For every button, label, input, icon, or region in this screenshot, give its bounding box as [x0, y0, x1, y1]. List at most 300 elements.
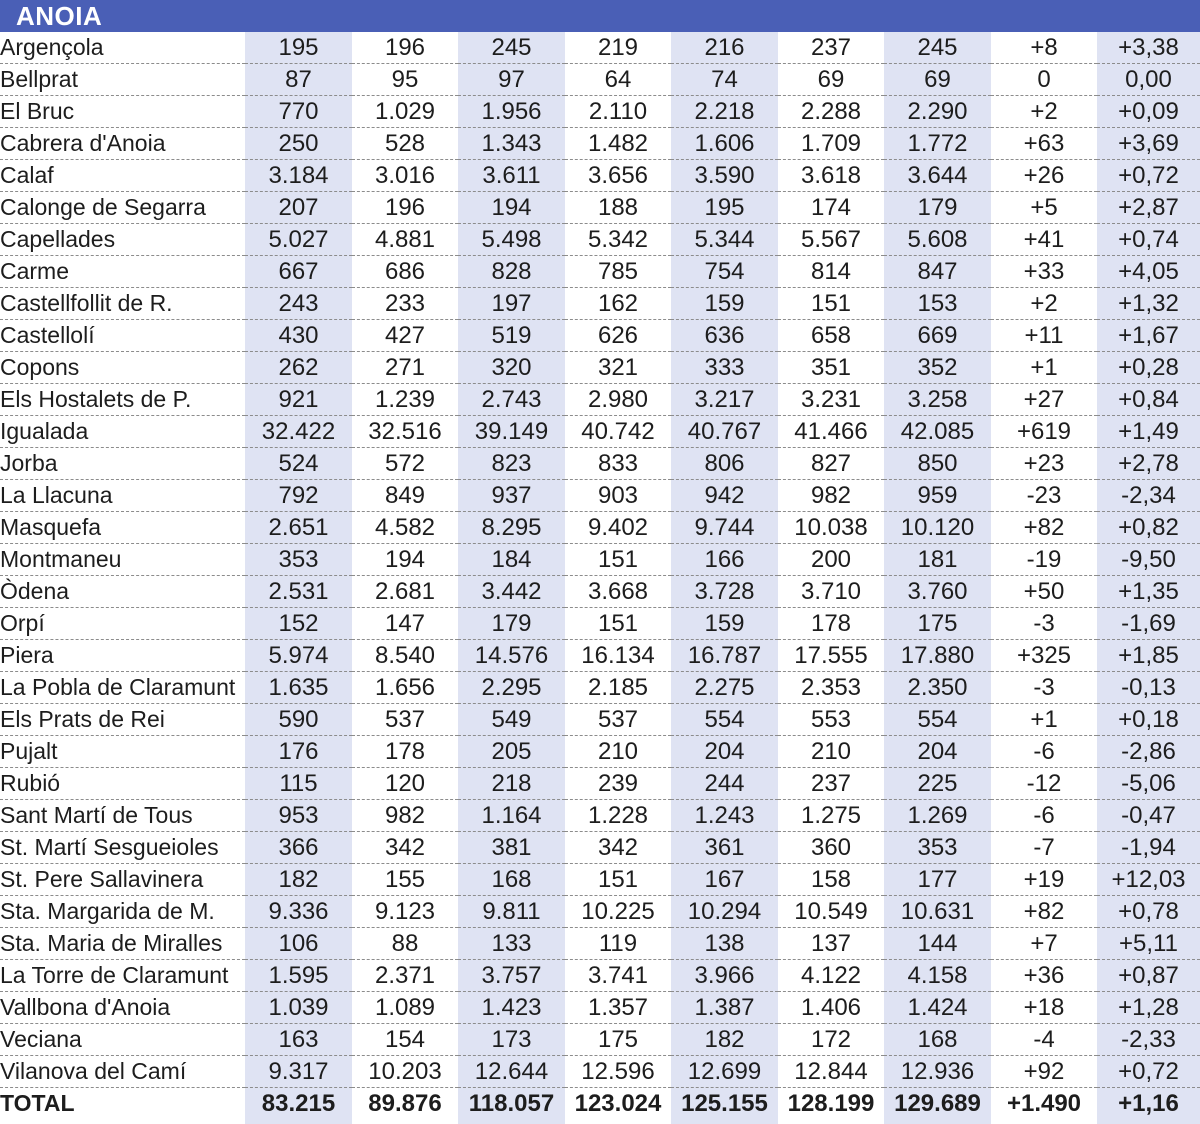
value-cell: 12.844 [778, 1056, 884, 1088]
value-cell: 626 [565, 320, 671, 352]
value-cell: 1.956 [458, 96, 565, 128]
table-row [0, 128, 1200, 160]
value-cell: 179 [884, 192, 991, 224]
value-cell: 754 [671, 256, 778, 288]
value-cell: 237 [778, 768, 884, 800]
value-cell: 351 [778, 352, 884, 384]
value-cell: 1.406 [778, 992, 884, 1024]
value-cell: 921 [245, 384, 352, 416]
value-cell: 1.387 [671, 992, 778, 1024]
value-cell: 39.149 [458, 416, 565, 448]
value-cell: 10.038 [778, 512, 884, 544]
value-cell: 2.275 [671, 672, 778, 704]
value-cell: 175 [884, 608, 991, 640]
value-cell: +5 [991, 192, 1097, 224]
total-label: TOTAL [0, 1090, 75, 1116]
value-cell: 3.710 [778, 576, 884, 608]
value-cell: 204 [671, 736, 778, 768]
value-cell: 3.618 [778, 160, 884, 192]
value-cell: +325 [991, 640, 1097, 672]
value-cell: 196 [352, 192, 458, 224]
value-cell: 182 [671, 1024, 778, 1056]
value-cell: +1,67 [1097, 320, 1200, 352]
table-row [0, 928, 1200, 960]
value-cell: 12.596 [565, 1056, 671, 1088]
municipality-name: Orpí [0, 608, 245, 640]
value-cell: 5.567 [778, 224, 884, 256]
value-cell: 1.482 [565, 128, 671, 160]
value-cell: 827 [778, 448, 884, 480]
value-cell: 250 [245, 128, 352, 160]
value-cell: 2.350 [884, 672, 991, 704]
value-cell: 152 [245, 608, 352, 640]
value-cell: 785 [565, 256, 671, 288]
value-cell: 1.164 [458, 800, 565, 832]
value-cell: 2.290 [884, 96, 991, 128]
table-row [0, 640, 1200, 672]
value-cell: -7 [991, 832, 1097, 864]
value-cell: 1.656 [352, 672, 458, 704]
value-cell: 1.424 [884, 992, 991, 1024]
value-cell: 3.966 [671, 960, 778, 992]
table-row [0, 224, 1200, 256]
table-row [0, 672, 1200, 704]
value-cell: 119 [565, 928, 671, 960]
value-cell: 175 [565, 1024, 671, 1056]
value-cell: 2.743 [458, 384, 565, 416]
value-cell: 10.120 [884, 512, 991, 544]
value-cell: 40.767 [671, 416, 778, 448]
value-cell: 137 [778, 928, 884, 960]
value-cell: 138 [671, 928, 778, 960]
value-cell: -6 [991, 800, 1097, 832]
value-cell: 176 [245, 736, 352, 768]
value-cell: +26 [991, 160, 1097, 192]
municipality-name: Rubió [0, 768, 245, 800]
value-cell: 366 [245, 832, 352, 864]
value-cell: 1.635 [245, 672, 352, 704]
value-cell: 1.423 [458, 992, 565, 1024]
value-cell: +12,03 [1097, 864, 1200, 896]
value-cell: -19 [991, 544, 1097, 576]
population-table [0, 32, 1200, 1119]
value-cell: 195 [245, 32, 352, 64]
table-row [0, 576, 1200, 608]
value-cell: 360 [778, 832, 884, 864]
value-cell: 216 [671, 32, 778, 64]
value-cell: 158 [778, 864, 884, 896]
value-cell: 342 [352, 832, 458, 864]
value-cell: 554 [884, 704, 991, 736]
value-cell: 10.294 [671, 896, 778, 928]
value-cell: 833 [565, 448, 671, 480]
municipality-name: Cabrera d'Anoia [0, 128, 245, 160]
value-cell: 2.651 [245, 512, 352, 544]
value-cell: 5.344 [671, 224, 778, 256]
value-cell: 823 [458, 448, 565, 480]
table-row [0, 32, 1200, 64]
value-cell: 3.656 [565, 160, 671, 192]
value-cell: 97 [458, 64, 565, 96]
value-cell: 147 [352, 608, 458, 640]
municipality-name: Argençola [0, 32, 245, 64]
value-cell: 40.742 [565, 416, 671, 448]
municipality-name: Bellprat [0, 64, 245, 96]
value-cell: 1.275 [778, 800, 884, 832]
table-row [0, 256, 1200, 288]
municipality-name: El Bruc [0, 96, 245, 128]
value-cell: 0,00 [1097, 64, 1200, 96]
value-cell: 197 [458, 288, 565, 320]
value-cell: 959 [884, 480, 991, 512]
value-cell: +619 [991, 416, 1097, 448]
value-cell: 321 [565, 352, 671, 384]
value-cell: 9.336 [245, 896, 352, 928]
value-cell: 179 [458, 608, 565, 640]
municipality-name: Piera [0, 640, 245, 672]
value-cell: 0 [991, 64, 1097, 96]
value-cell: 1.606 [671, 128, 778, 160]
value-cell: 430 [245, 320, 352, 352]
value-cell: +8 [991, 32, 1097, 64]
value-cell: 218 [458, 768, 565, 800]
table-row [0, 544, 1200, 576]
value-cell: 178 [352, 736, 458, 768]
table-row [0, 160, 1200, 192]
municipality-name: Veciana [0, 1024, 245, 1056]
table-row [0, 512, 1200, 544]
municipality-name: Sta. Maria de Miralles [0, 928, 245, 960]
value-cell: 2.531 [245, 576, 352, 608]
value-cell: 162 [565, 288, 671, 320]
value-cell: +2,87 [1097, 192, 1200, 224]
value-cell: 95 [352, 64, 458, 96]
table-row [0, 896, 1200, 928]
municipality-name: La Torre de Claramunt [0, 960, 245, 992]
municipality-name: Copons [0, 352, 245, 384]
value-cell: 245 [884, 32, 991, 64]
value-cell: +1,35 [1097, 576, 1200, 608]
value-cell: 1.772 [884, 128, 991, 160]
value-cell: 87 [245, 64, 352, 96]
value-cell: +11 [991, 320, 1097, 352]
value-cell: 5.974 [245, 640, 352, 672]
value-cell: 850 [884, 448, 991, 480]
value-cell: 1.269 [884, 800, 991, 832]
value-cell: 8.295 [458, 512, 565, 544]
municipality-name: Castellfollit de R. [0, 288, 245, 320]
region-title: ANOIA [16, 1, 103, 31]
value-cell: 2.110 [565, 96, 671, 128]
region-header [0, 0, 1200, 32]
value-cell: -6 [991, 736, 1097, 768]
value-cell: 88 [352, 928, 458, 960]
value-cell: 669 [884, 320, 991, 352]
value-cell: 120 [352, 768, 458, 800]
value-cell: +41 [991, 224, 1097, 256]
value-cell: 9.317 [245, 1056, 352, 1088]
value-cell: 205 [458, 736, 565, 768]
value-cell: 1.029 [352, 96, 458, 128]
value-cell: 4.881 [352, 224, 458, 256]
value-cell: 942 [671, 480, 778, 512]
value-cell: 3.611 [458, 160, 565, 192]
municipality-name: Igualada [0, 416, 245, 448]
value-cell: +0,78 [1097, 896, 1200, 928]
value-cell: 14.576 [458, 640, 565, 672]
value-cell: +4,05 [1097, 256, 1200, 288]
total-row [0, 1088, 1200, 1120]
table-row [0, 96, 1200, 128]
value-cell: 903 [565, 480, 671, 512]
value-cell: +5,11 [1097, 928, 1200, 960]
table-row [0, 992, 1200, 1024]
value-cell: 194 [458, 192, 565, 224]
value-cell: +1,16 [1118, 1090, 1179, 1117]
value-cell: 245 [458, 32, 565, 64]
value-cell: 352 [884, 352, 991, 384]
value-cell: -1,94 [1097, 832, 1200, 864]
value-cell: 69 [884, 64, 991, 96]
table-row [0, 480, 1200, 512]
value-cell: +1 [991, 704, 1097, 736]
value-cell: 2.353 [778, 672, 884, 704]
value-cell: 32.516 [352, 416, 458, 448]
value-cell: 2.218 [671, 96, 778, 128]
value-cell: 159 [671, 608, 778, 640]
value-cell: 686 [352, 256, 458, 288]
value-cell: 10.203 [352, 1056, 458, 1088]
value-cell: 342 [565, 832, 671, 864]
value-cell: 194 [352, 544, 458, 576]
value-cell: 427 [352, 320, 458, 352]
value-cell: 636 [671, 320, 778, 352]
value-cell: 667 [245, 256, 352, 288]
value-cell: 3.644 [884, 160, 991, 192]
value-cell: 3.741 [565, 960, 671, 992]
value-cell: 849 [352, 480, 458, 512]
value-cell: 8.540 [352, 640, 458, 672]
value-cell: 2.980 [565, 384, 671, 416]
municipality-name: La Llacuna [0, 480, 245, 512]
value-cell: 806 [671, 448, 778, 480]
value-cell: +82 [991, 512, 1097, 544]
value-cell: 41.466 [778, 416, 884, 448]
value-cell: 168 [458, 864, 565, 896]
value-cell: 1.357 [565, 992, 671, 1024]
value-cell: 5.498 [458, 224, 565, 256]
value-cell: -3 [991, 608, 1097, 640]
municipality-name: Montmaneu [0, 544, 245, 576]
municipality-name: Masquefa [0, 512, 245, 544]
value-cell: 2.295 [458, 672, 565, 704]
municipality-name: Sant Martí de Tous [0, 800, 245, 832]
value-cell: 210 [778, 736, 884, 768]
value-cell: 1.709 [778, 128, 884, 160]
value-cell: +0,84 [1097, 384, 1200, 416]
value-cell: 262 [245, 352, 352, 384]
value-cell: 982 [778, 480, 884, 512]
value-cell: 4.158 [884, 960, 991, 992]
value-cell: +1,28 [1097, 992, 1200, 1024]
value-cell: -2,33 [1097, 1024, 1200, 1056]
value-cell: +82 [991, 896, 1097, 928]
value-cell: 239 [565, 768, 671, 800]
table-row [0, 288, 1200, 320]
value-cell: 658 [778, 320, 884, 352]
value-cell: 151 [565, 608, 671, 640]
municipality-name: Sta. Margarida de M. [0, 896, 245, 928]
value-cell: 828 [458, 256, 565, 288]
value-cell: +3,69 [1097, 128, 1200, 160]
value-cell: 10.549 [778, 896, 884, 928]
table-row [0, 352, 1200, 384]
table-row [0, 1024, 1200, 1056]
table-row [0, 320, 1200, 352]
table-row [0, 736, 1200, 768]
value-cell: 590 [245, 704, 352, 736]
value-cell: 953 [245, 800, 352, 832]
value-cell: +36 [991, 960, 1097, 992]
value-cell: +2 [991, 288, 1097, 320]
table-row [0, 608, 1200, 640]
value-cell: -1,69 [1097, 608, 1200, 640]
value-cell: +19 [991, 864, 1097, 896]
value-cell: +33 [991, 256, 1097, 288]
value-cell: +0,82 [1097, 512, 1200, 544]
value-cell: +2 [991, 96, 1097, 128]
value-cell: 69 [778, 64, 884, 96]
value-cell: 204 [884, 736, 991, 768]
value-cell: 12.699 [671, 1056, 778, 1088]
value-cell: 537 [352, 704, 458, 736]
value-cell: -3 [991, 672, 1097, 704]
value-cell: 12.644 [458, 1056, 565, 1088]
value-cell: 353 [245, 544, 352, 576]
value-cell: 524 [245, 448, 352, 480]
value-cell: 74 [671, 64, 778, 96]
value-cell: 3.231 [778, 384, 884, 416]
value-cell: 554 [671, 704, 778, 736]
value-cell: -23 [991, 480, 1097, 512]
value-cell: 64 [565, 64, 671, 96]
value-cell: +0,28 [1097, 352, 1200, 384]
value-cell: 196 [352, 32, 458, 64]
municipality-name: Capellades [0, 224, 245, 256]
value-cell: +0,72 [1097, 1056, 1200, 1088]
value-cell: 89.876 [368, 1090, 442, 1117]
value-cell: 173 [458, 1024, 565, 1056]
value-cell: 154 [352, 1024, 458, 1056]
value-cell: 163 [245, 1024, 352, 1056]
value-cell: 1.089 [352, 992, 458, 1024]
value-cell: 181 [884, 544, 991, 576]
value-cell: 572 [352, 448, 458, 480]
value-cell: -12 [991, 768, 1097, 800]
value-cell: 233 [352, 288, 458, 320]
value-cell: 9.123 [352, 896, 458, 928]
value-cell: 167 [671, 864, 778, 896]
municipality-name: Pujalt [0, 736, 245, 768]
value-cell: 3.760 [884, 576, 991, 608]
value-cell: 151 [778, 288, 884, 320]
value-cell: +0,74 [1097, 224, 1200, 256]
value-cell: 1.228 [565, 800, 671, 832]
value-cell: 17.880 [884, 640, 991, 672]
value-cell: 207 [245, 192, 352, 224]
value-cell: +0,09 [1097, 96, 1200, 128]
value-cell: 814 [778, 256, 884, 288]
value-cell: 3.668 [565, 576, 671, 608]
value-cell: 320 [458, 352, 565, 384]
value-cell: 123.024 [574, 1090, 662, 1117]
value-cell: -0,47 [1097, 800, 1200, 832]
value-cell: -9,50 [1097, 544, 1200, 576]
value-cell: 115 [245, 768, 352, 800]
value-cell: 553 [778, 704, 884, 736]
value-cell: 10.631 [884, 896, 991, 928]
value-cell: +1,32 [1097, 288, 1200, 320]
value-cell: 271 [352, 352, 458, 384]
value-cell: 182 [245, 864, 352, 896]
value-cell: 32.422 [245, 416, 352, 448]
value-cell: 770 [245, 96, 352, 128]
value-cell: 4.582 [352, 512, 458, 544]
value-cell: 133 [458, 928, 565, 960]
value-cell: 3.757 [458, 960, 565, 992]
value-cell: 3.258 [884, 384, 991, 416]
table-row [0, 832, 1200, 864]
value-cell: 10.225 [565, 896, 671, 928]
value-cell: +1 [991, 352, 1097, 384]
table-row [0, 800, 1200, 832]
table-row [0, 192, 1200, 224]
value-cell: 106 [245, 928, 352, 960]
value-cell: 237 [778, 32, 884, 64]
value-cell: 3.016 [352, 160, 458, 192]
municipality-name: St. Martí Sesgueioles [0, 832, 245, 864]
municipality-name: Calonge de Segarra [0, 192, 245, 224]
value-cell: 172 [778, 1024, 884, 1056]
municipality-name: Òdena [0, 576, 245, 608]
value-cell: -0,13 [1097, 672, 1200, 704]
value-cell: 1.343 [458, 128, 565, 160]
value-cell: 155 [352, 864, 458, 896]
table-row [0, 416, 1200, 448]
table-row [0, 960, 1200, 992]
value-cell: +27 [991, 384, 1097, 416]
municipality-name: Castellolí [0, 320, 245, 352]
value-cell: 519 [458, 320, 565, 352]
municipality-name: Els Hostalets de P. [0, 384, 245, 416]
value-cell: 5.608 [884, 224, 991, 256]
value-cell: 42.085 [884, 416, 991, 448]
value-cell: 200 [778, 544, 884, 576]
table-row [0, 768, 1200, 800]
value-cell: 4.122 [778, 960, 884, 992]
table-row [0, 448, 1200, 480]
value-cell: 3.590 [671, 160, 778, 192]
value-cell: 361 [671, 832, 778, 864]
value-cell: 125.155 [681, 1090, 768, 1117]
value-cell: 9.811 [458, 896, 565, 928]
value-cell: 188 [565, 192, 671, 224]
value-cell: 174 [778, 192, 884, 224]
value-cell: 12.936 [884, 1056, 991, 1088]
municipality-name: Calaf [0, 160, 245, 192]
municipality-name: Vallbona d'Anoia [0, 992, 245, 1024]
value-cell: 2.185 [565, 672, 671, 704]
